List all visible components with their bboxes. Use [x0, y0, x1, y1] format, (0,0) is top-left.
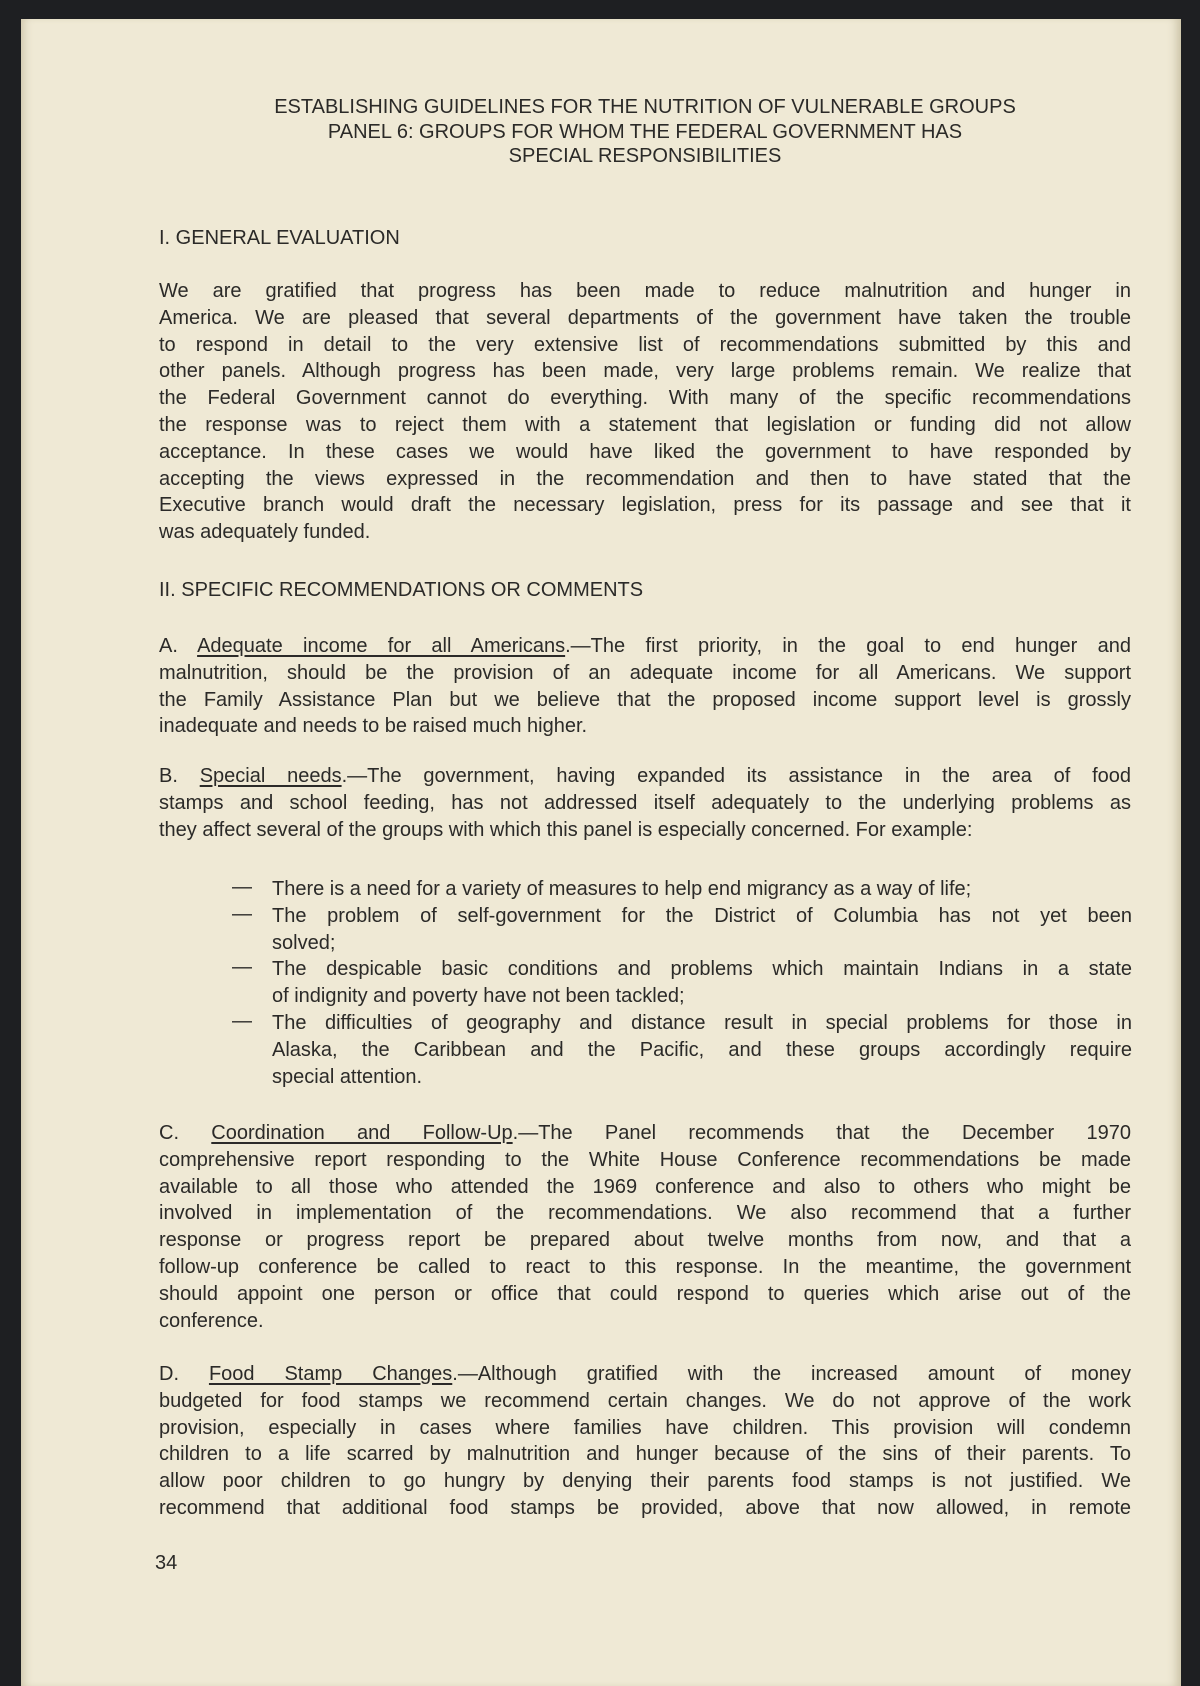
text-line: the Federal Government cannot do everything. With many of the specific recommendations — [159, 387, 1131, 410]
text-line: involved in implementation of the recommendations. We also recommend that a further — [159, 1202, 1131, 1225]
text-line: they affect several of the groups with which this panel is especially concerned. For example: — [159, 818, 973, 841]
list-item — [232, 956, 1132, 1010]
text-line: special attention. — [272, 1065, 423, 1088]
text-line: the Family Assistance Plan but we believe that the proposed income support level is grossly — [159, 688, 1131, 711]
general-evaluation-paragraph — [159, 278, 1131, 546]
text-line: provision, especially in cases where families have children. This provision will condemn — [159, 1416, 1131, 1439]
text-line: allow poor children to go hungry by denying their parents food stamps is not justified. We — [159, 1470, 1131, 1493]
text-line — [159, 1120, 1131, 1147]
text-line: solved; — [272, 931, 336, 954]
title-line: PANEL 6: GROUPS FOR WHOM THE FEDERAL GOVERNMENT HAS — [327, 120, 963, 143]
text-line — [159, 1361, 1131, 1388]
text-line: The difficulties of geography and distance result in special problems for those in — [272, 1011, 1132, 1034]
text-line: conference. — [159, 1309, 264, 1332]
list-item — [232, 903, 1132, 957]
text-line: inadequate and needs to be raised much higher. — [159, 715, 588, 738]
text-line: to respond in detail to the very extensive list of recommendations submitted by this and — [159, 333, 1131, 356]
text-line: the response was to reject them with a statement that legislation or funding did not allow — [159, 413, 1131, 436]
text-line: There is a need for a variety of measures to help end migrancy as a way of life; — [272, 878, 972, 900]
recommendation-d — [159, 1361, 1131, 1522]
text-line: was adequately funded. — [159, 521, 371, 544]
section-heading: II. SPECIFIC RECOMMENDATIONS OR COMMENTS — [159, 579, 644, 601]
dash-bullet-icon: — — [232, 902, 252, 925]
recommendation-title: Food Stamp Changes — [208, 1363, 453, 1385]
text-line: of indignity and poverty have not been tackled; — [272, 985, 685, 1008]
text-line — [159, 763, 1131, 790]
dash-bullet-icon: — — [232, 956, 252, 979]
page-title — [159, 95, 1131, 169]
text-line: other panels. Although progress has been made, very large problems remain. We realize that — [159, 360, 1131, 383]
title-line: ESTABLISHING GUIDELINES FOR THE NUTRITION OF VULNERABLE GROUPS — [274, 96, 1016, 118]
text-line: Alaska, the Caribbean and the Pacific, and these groups accordingly require — [272, 1038, 1132, 1061]
text-line: available to all those who attended the 1969 conference and also to others who might be — [159, 1175, 1131, 1198]
text-line: Executive branch would draft the necessary legislation, press for its passage and see that it — [159, 494, 1131, 517]
dash-bullet-icon: — — [232, 876, 252, 898]
text-line: The despicable basic conditions and problems which maintain Indians in a state — [272, 958, 1132, 981]
text-line: budgeted for food stamps we recommend certain changes. We do not approve of the work — [159, 1389, 1131, 1412]
recommendation-b — [159, 763, 1131, 843]
list-item — [232, 876, 1132, 903]
section-heading: I. GENERAL EVALUATION — [159, 227, 400, 249]
text-line: We are gratified that progress has been made to reduce malnutrition and hunger in — [159, 280, 1131, 302]
recommendation-c — [159, 1120, 1131, 1334]
item-letter: D. — [159, 1363, 209, 1385]
text-line: response or progress report be prepared about twelve months from now, and that a — [159, 1229, 1131, 1252]
item-letter: A. — [159, 635, 198, 657]
list-item — [232, 1010, 1132, 1090]
recommendation-a — [159, 633, 1131, 740]
item-letter: C. — [159, 1122, 212, 1144]
text-line: accepting the views expressed in the recommendation and then to have stated that the — [159, 467, 1131, 490]
text-line: stamps and school feeding, has not addressed itself adequately to the underlying problems as — [159, 791, 1131, 814]
dash-bullet-icon: — — [232, 1009, 252, 1032]
text-line: should appoint one person or office that could respond to queries which arise out of the — [159, 1282, 1131, 1305]
recommendation-title: Coordination and Follow-Up — [211, 1122, 513, 1144]
text-line: recommend that additional food stamps be provided, above that now allowed, in remote — [159, 1496, 1131, 1519]
text-line: acceptance. In these cases we would have liked the government to have responded by — [159, 440, 1131, 463]
page-number: 34 — [155, 1552, 178, 1574]
recommendation-title: Adequate income for all Americans — [197, 635, 566, 657]
title-line: SPECIAL RESPONSIBILITIES — [508, 145, 782, 167]
text-line: malnutrition, should be the provision of an adequate income for all Americans. We support — [159, 661, 1131, 684]
text-line: follow-up conference be called to react to this response. In the meantime, the government — [159, 1255, 1131, 1278]
recommendation-text: .—The Panel recommends that the December 1970 — [512, 1122, 1131, 1144]
text-line: comprehensive report responding to the White House Conference recommendations be made — [159, 1148, 1131, 1171]
special-needs-list — [232, 876, 1132, 1090]
recommendation-title: Special needs — [199, 765, 342, 787]
text-line: America. We are pleased that several departments of the government have taken the trouble — [159, 306, 1131, 329]
text-line: children to a life scarred by malnutrition and hunger because of the sins of their parents. To — [159, 1443, 1131, 1466]
text-line — [159, 633, 1131, 660]
recommendation-text: .—Although gratified with the increased amount of money — [452, 1363, 1131, 1385]
item-letter: B. — [159, 765, 200, 787]
recommendation-text: .—The government, having expanded its assistance in the area of food — [341, 765, 1132, 787]
text-line: The problem of self-government for the District of Columbia has not yet been — [272, 904, 1132, 927]
recommendation-text: .—The first priority, in the goal to end hunger and — [565, 635, 1131, 657]
